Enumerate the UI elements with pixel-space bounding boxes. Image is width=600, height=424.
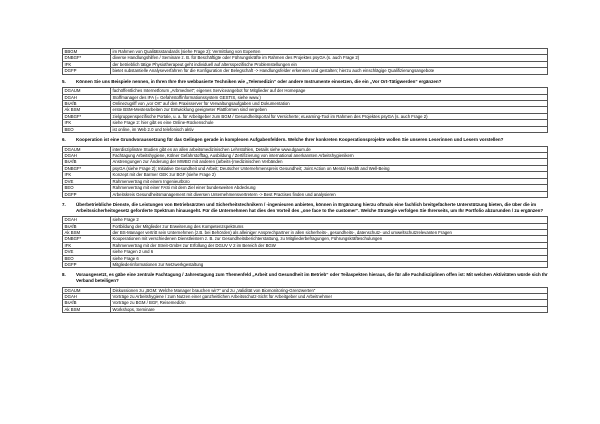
answer-cell: Mitgliederinformationen zur Netzwerkgestaltung <box>111 261 548 267</box>
answer-cell: Fortbildung der Mitglieder zur Erweiterung des Kompetenzspektrums <box>111 223 548 229</box>
question-heading <box>62 137 548 143</box>
question-number: 6. <box>62 137 66 143</box>
association-cell: DGAH <box>63 94 111 100</box>
association-cell: DGAH <box>63 293 111 299</box>
answer-table <box>62 216 548 268</box>
question-text: Überbetriebliche Dienste, die Leistungen von Betriebsärzten und Sicherheitstechnikern / -ingenieuren anbieten, können in Ergänzung hierzu oftmals eine fachlich breitgefächerte Unterstützung bieten, die über die im Arbeitssicherheitsgesetz geforderte Spektrum hinausgeht. Für die Unternehmen hat dies den Vorteil des „one face to the customer“. Welche Strategie verfolgen Sie Ihrerseits, um Ihr Portfolio abzurunden / zu ergänzen? <box>76 201 544 213</box>
answer-cell: erste BSM-Mesterarbeiten zur Entwicklung geeigneter Plattformen sind vergeben <box>111 107 548 113</box>
answer-cell: siehe Frage 2: hier gibt es eine Online-Rückenschule <box>111 120 548 126</box>
table-row <box>63 261 548 267</box>
table-row <box>63 306 548 312</box>
association-cell: DNBGF* <box>63 165 111 171</box>
answer-cell: siehe Frage 2 <box>111 217 548 223</box>
answer-cell: Rahmenvertrag mit einem Ingenieurbüro <box>111 178 548 184</box>
association-cell: BEO <box>63 126 111 132</box>
answer-cell: diverse Handlungshilfen / Seminare z. B. für Beschäftigte oder Führungskräfte im Rahmen des Projektes psyGA (s. auch Frage 2) <box>111 55 548 61</box>
answer-cell: siehe Frage 6 <box>111 255 548 261</box>
association-cell: DGFP <box>63 191 111 197</box>
association-cell: BsAfB <box>63 300 111 306</box>
answer-cell: der BS-Manager vertritt sein Unternehmen (z.B. bei Behörden) als alleiniger Ansprechpartner in allen sicherheits-, gesundheits-, datenschutz- und umweltschutzrelevanten Fragen <box>111 229 548 235</box>
answer-cell: Workshops, Seminare <box>111 306 548 312</box>
association-cell: BsAfB <box>63 223 111 229</box>
association-cell: BBGM <box>63 49 111 55</box>
question-number: 8. <box>62 272 66 278</box>
question-number: 7. <box>62 201 66 207</box>
answer-cell: psyGA (siehe Frage 2); Initiative Gesundheit und Arbeit; Deutscher Unternehmenspreis Gesundheit; Joint Action on Mental Health and Well-Being <box>111 165 548 171</box>
association-cell: BEO <box>63 185 111 191</box>
association-cell: DVE <box>63 249 111 255</box>
answer-cell: Stoffmanager des IFA (= Gefahrstoffinformationssystem GESTIS, siehe www.) <box>111 94 548 100</box>
association-cell: IFK <box>63 242 111 248</box>
question-text: Vorausgesetzt, es gäbe eine zentrale Fachtagung / Jahrestagung zum Themenfeld „Arbeit und Gesundheit im Betrieb“ oder Teilaspekten hieraus, die für alle Fachdisziplinen offen ist: Mit welchen Aktivitäten würde sich Ihr Verband beteiligen? <box>76 272 548 283</box>
answer-cell: ist online, im Web 2.0 und telefonisch aktiv <box>111 126 548 132</box>
answer-cell: Kooperationen mit verschiedenen Dienstleistern z. B. zur Gesundheitsberichterstattung, zu Mitgliederbefragungen, Führungskräfteschulungen <box>111 236 548 242</box>
answer-cell: Vorträge zu BGM / BGF, Reisemedizin <box>111 300 548 306</box>
association-cell: DGAUM <box>63 146 111 152</box>
association-cell: Ak BSM <box>63 229 111 235</box>
question-sections <box>62 79 548 314</box>
answer-cell: Rahmenvertrag mit der Streit-GmbH zur Erfüllung der DGUV V 2 im Bereich der BGW <box>111 242 548 248</box>
association-cell: DNBGF* <box>63 236 111 242</box>
association-cell: DGAUM <box>63 287 111 293</box>
answer-table <box>62 146 548 198</box>
answer-cell: bietet substantielle Analyseverfahren für die Konfiguration der Belegschaft -> Handlungsfelder erkennen und gestalten; hierzu auch einschlägige Qualifizierungsangebote <box>111 68 548 74</box>
table-row <box>63 126 548 132</box>
question-text: Können Sie uns Beispiele nennen, in Ihren Ihre Ihre webbasierte Techniken wie „Telemedizin“ oder andere Instrumente einsetzen, die ein „Vor Ort-Tätigwerden“ ergänzen? <box>76 78 442 84</box>
answer-cell: siehe Fragen 2 und 6 <box>111 249 548 255</box>
question-number: 5. <box>62 78 66 84</box>
answer-cell: Arbeitskreis Gesundheitsmanagement mit diversen Unternehmensvertretern -> Best Practises finden und analysieren <box>111 191 548 197</box>
association-cell: BsAfB <box>63 101 111 107</box>
association-cell: DNBGF* <box>63 55 111 61</box>
question-text: Kooperation ist eine Grundvoraussetzung für das Gelingen gerade in komplexen Aufgabenfeldern. Welche Ihrer konkreten Kooperationsprojekte wollen Sie unseren Leserinnen und Lesern vorstellen? <box>76 137 504 143</box>
association-cell: IFK <box>63 172 111 178</box>
association-cell: BEO <box>63 255 111 261</box>
table-row <box>63 68 548 74</box>
answer-cell: der betrieblich tätige Physiotherapeut geht individuell auf altersspezifische Problemstellungen ein <box>111 61 548 67</box>
association-cell: DGFP <box>63 261 111 267</box>
answer-cell: zielgruppenspezifische Portale, u. a. für Arbeitgeber zum BGM / Gesundheitsportal für Versicherte; eLearning-Tool im Rahmen des Projektes psyGA (s. auch Frage 2) <box>111 113 548 119</box>
answer-table <box>62 287 548 314</box>
association-cell: DVE <box>63 178 111 184</box>
association-cell: Ak BSM <box>63 107 111 113</box>
question-heading <box>62 79 548 85</box>
association-cell: BsAfB <box>63 159 111 165</box>
answer-cell: Vorträge zu Arbeitshygiene / zum Nutzen einer ganzheitlichen Arbeitsschutz-Sicht für Arbeitgeber und Arbeitnehmer <box>111 293 548 299</box>
answer-table <box>62 87 548 133</box>
association-cell: Ak BSM <box>63 306 111 312</box>
table-row <box>63 191 548 197</box>
answer-cell: Anstrengungen zur Änderung der MWBO mit anderen (arbeits-)medizinischen Verbänden <box>111 159 548 165</box>
association-cell: DGAH <box>63 217 111 223</box>
association-cell: DGAUM <box>63 88 111 94</box>
association-cell: DGFP <box>63 68 111 74</box>
answer-cell: im Rahmen von Qualitätsstandards (siehe Frage 2): Vermittlung von Experten <box>111 49 548 55</box>
question-heading <box>62 272 548 283</box>
answer-cell: Fachtagung Arbeitshygiene, Kölner Gefahrstofftag, Ausbildung / Zertifizierung von international anerkannten Arbeitshygienikern <box>111 153 548 159</box>
intro-table <box>62 48 548 75</box>
document-page <box>62 48 548 313</box>
answer-cell: interdisziplinäre Studien gibt es an allen arbeitsmedizinischen Lehrstühlen, Details siehe www.dgaum.de <box>111 146 548 152</box>
association-cell: IFK <box>63 120 111 126</box>
answer-cell: Rahmenvertrag mit einer FASi mit dem Ziel einer bundesweiten Abdeckung <box>111 185 548 191</box>
answer-cell: Konzept mit der Barmer GEK zur BGF (siehe Frage 2) <box>111 172 548 178</box>
association-cell: IFK <box>63 61 111 67</box>
answer-cell: fachöffentliches Internetforum „Arbmednet“; eigenes Serviceangebot für Mitglieder auf der Homepage <box>111 88 548 94</box>
association-cell: DGAH <box>63 153 111 159</box>
answer-cell: Diskussionen zu „BGM: Welche Manager brauchen wir?“ und zu „Validität von Biomonitoring-Grenzwerten“ <box>111 287 548 293</box>
association-cell: DNBGF* <box>63 113 111 119</box>
question-heading <box>62 202 548 213</box>
answer-cell: Onlinezugriff von „vor Ort“ auf den Praxisserver für Verwaltungsaufgaben und Dokumentation <box>111 101 548 107</box>
